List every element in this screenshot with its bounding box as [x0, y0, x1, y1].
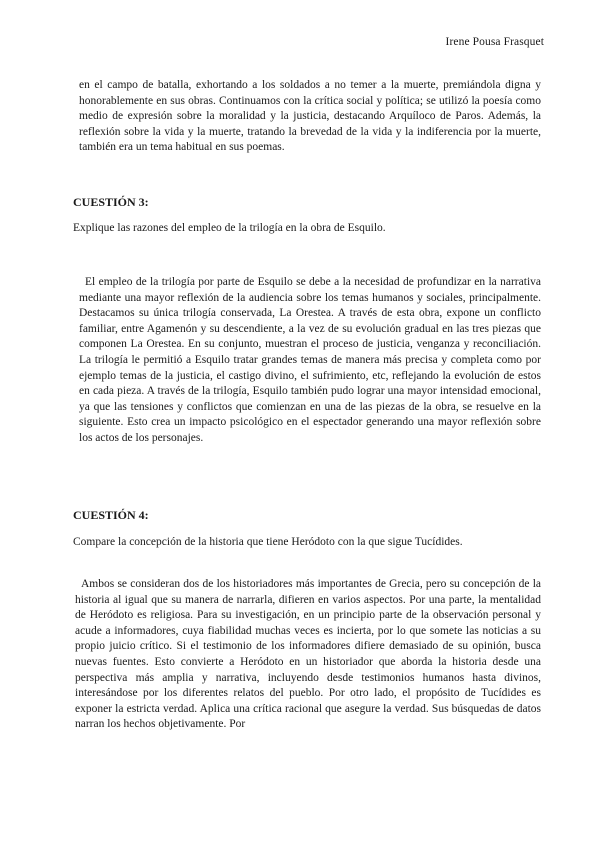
answer-paragraph-cuestion-3: El empleo de la trilogía por parte de Esquilo se debe a la necesidad de profundizar en la narrativa mediante una mayor reflexión de la audiencia sobre los temas humanos y sociales, principalmente. Destacamos su única trilogía conservada, La Orestea. A través de esta obra, expone un conflicto familiar, entre Agamenón y su descendiente, a la vez de su evolución gradual en las tres piezas que componen La Orestea. En su conjunto, muestran el proceso de justicia, venganza y reconciliación. La trilogía le permitió a Esquilo tratar grandes temas de manera más precisa y completa como por ejemplo temas de la justicia, el castigo divino, el sufrimiento, etc, reflejando la evolución de estos en cada pieza. A través de la trilogía, Esquilo también pudo lograr una mayor intensidad emocional, ya que las tensiones y conflictos que comienzan en una de las piezas de la obra, se resuelve en la siguiente. Esto crea un impacto psicológico en el espectador generando una mayor reflexión sobre los actos de los personajes. — [79, 276, 541, 444]
intro-paragraph: en el campo de batalla, exhortando a los soldados a no temer a la muerte, premiándola digna y honorablemente en sus obras. Continuamos con la crítica social y política; se utilizó la poesía como medio de expresión sobre la moralidad y la justicia, destacando Arquíloco de Paros. Además, la reflexión sobre la vida y la muerte, tratando la brevedad de la vida y la indiferencia por la muerte, también era un tema habitual en sus poemas. — [79, 79, 541, 154]
section-heading-cuestion-3: CUESTIÓN 3: — [73, 195, 149, 209]
answer-paragraph-cuestion-4: Ambos se consideran dos de los historiadores más importantes de Grecia, pero su concepción de la historia al igual que su manera de narrarla, difieren en varios aspectos. Por una parte, la mentalidad de Heródoto es religiosa. Para su investigación, en un principio parte de la observación personal y acude a informadores, cuya fiabilidad muchas veces es incierta, por lo que somete las noticias a su propio juicio crítico. Si el testimonio de los informadores difiere demasiado de su opinión, busca nuevas fuentes. Esto convierte a Heródoto en un historiador que aborda la historia desde una perspectiva más amplia y narrativa, incluyendo desde testimonios humanos hasta divinos, interesándose por los diferentes relatos del pueblo. Por otro lado, el propósito de Tucídides es exponer la estricta verdad. Aplica una crítica racional que asegure la verdad. Sus búsquedas de datos narran los hechos objetivamente. Por — [75, 578, 541, 731]
section-heading-cuestion-4: CUESTIÓN 4: — [73, 508, 149, 522]
question-text-cuestion-4: Compare la concepción de la historia que tiene Heródoto con la que sigue Tucídides. — [73, 536, 463, 548]
question-text-cuestion-3: Explique las razones del empleo de la trilogía en la obra de Esquilo. — [73, 222, 386, 234]
page-header-author: Irene Pousa Frasquet — [445, 36, 544, 48]
